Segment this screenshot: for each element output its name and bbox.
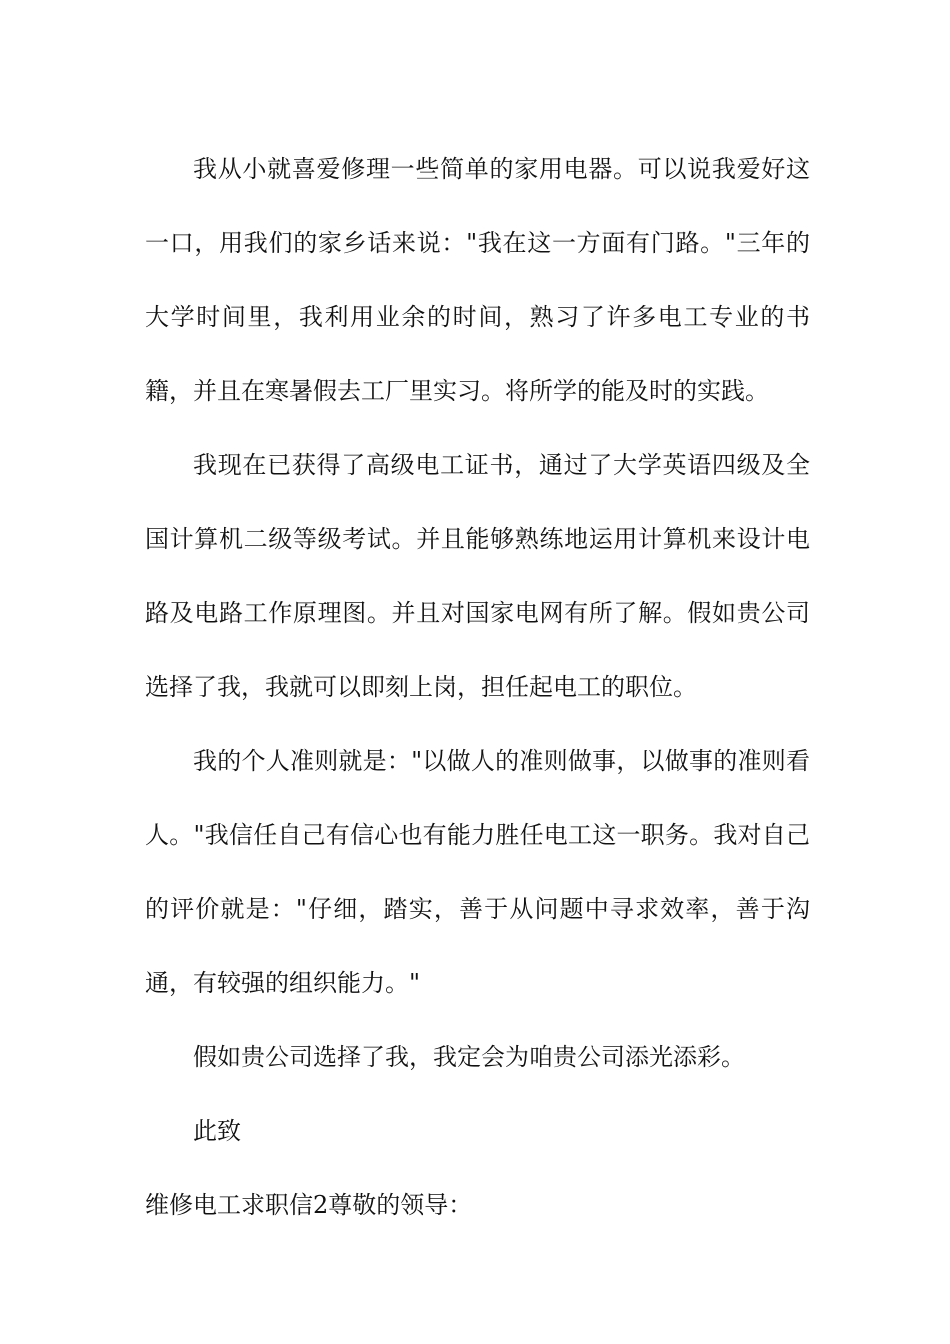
document-body <box>145 132 810 1242</box>
paragraph-qualifications: 我现在已获得了高级电工证书，通过了大学英语四级及全国计算机二级等级考试。并且能够熟练地运用计算机来设计电路及电路工作原理图。并且对国家电网有所了解。假如贵公司选择了我，我就可以即刻上岗，担任起电工的职位。 <box>145 451 810 701</box>
paragraph-hobby: 我从小就喜爱修理一些简单的家用电器。可以说我爱好这一口，用我们的家乡话来说："我在这一方面有门路。"三年的大学时间里，我利用业余的时间，熟习了许多电工专业的书籍，并且在寒暑假去工厂里实习。将所学的能及时的实践。 <box>145 155 810 405</box>
paragraph-closing: 假如贵公司选择了我，我定会为咱贵公司添光添彩。 <box>193 1043 745 1071</box>
paragraph-principles: 我的个人准则就是："以做人的准则做事，以做事的准则看人。"我信任自己有信心也有能力胜任电工这一职务。我对自己的评价就是："仔细，踏实，善于从问题中寻求效率，善于沟通，有较强的组织能力。" <box>145 747 810 997</box>
salutation-cizhi: 此致 <box>193 1117 241 1145</box>
next-letter-heading: 维修电工求职信2尊敬的领导： <box>145 1191 473 1219</box>
